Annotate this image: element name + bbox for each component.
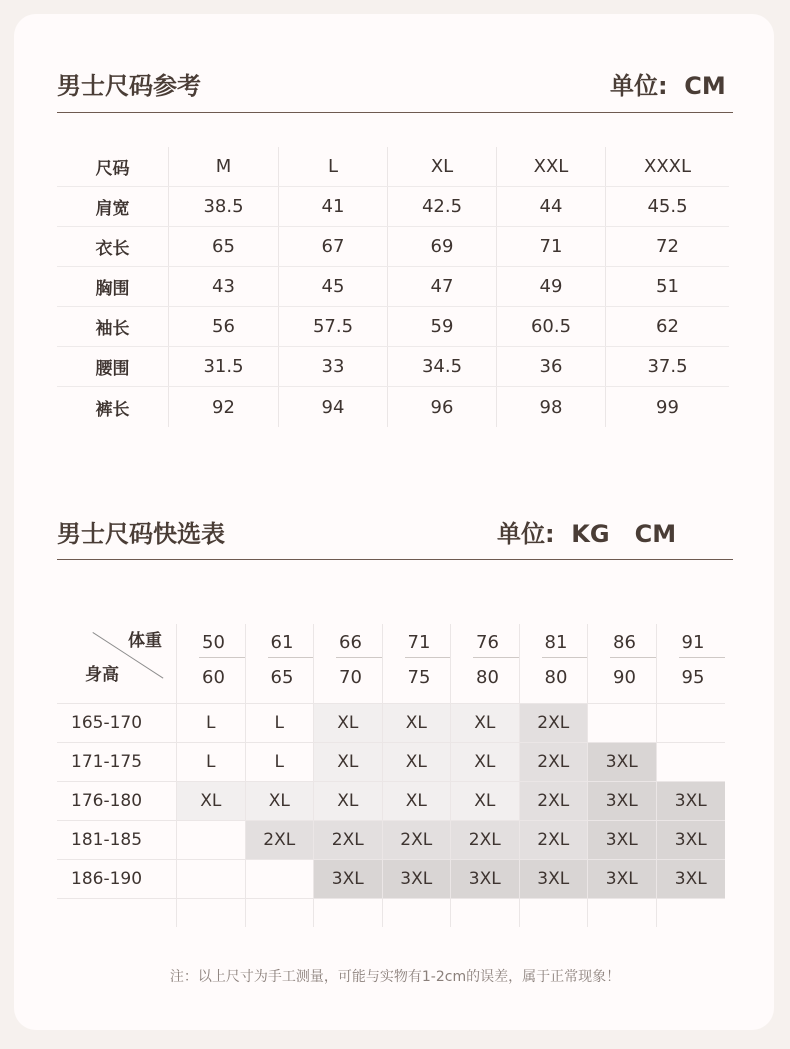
header-separator <box>405 657 451 658</box>
header-separator <box>610 657 656 658</box>
recommended-size-cell: XL <box>383 704 452 742</box>
measurement-value: 45 <box>279 267 388 306</box>
quick-size-table <box>57 624 725 927</box>
measurement-label: 肩宽 <box>57 187 169 226</box>
recommended-size-cell: XL <box>314 782 383 820</box>
measurement-value: 49 <box>497 267 606 306</box>
measurement-value: 99 <box>656 396 679 418</box>
height-row <box>57 743 725 782</box>
measurement-row <box>57 307 729 347</box>
empty-cell <box>314 899 383 927</box>
measurement-value: 47 <box>388 267 497 306</box>
size-reference-table <box>57 147 729 427</box>
measurement-value: 31.5 <box>169 347 279 386</box>
weight-height-header <box>588 624 657 703</box>
recommended-size-cell: XL <box>314 704 383 742</box>
measurement-label: 衣长 <box>57 227 169 266</box>
measurement-value: 57.5 <box>279 307 388 346</box>
recommended-size-cell: 2XL <box>520 704 589 742</box>
weight-value: 76 <box>476 632 499 653</box>
measurement-value: 92 <box>169 387 279 427</box>
empty-cell <box>383 899 452 927</box>
measurement-value: 33 <box>279 347 388 386</box>
empty-cell <box>588 899 657 927</box>
recommended-size-cell: 3XL <box>588 743 657 781</box>
recommended-size-cell: 3XL <box>657 782 726 820</box>
recommended-size-cell <box>657 743 726 781</box>
recommended-size-cell: 2XL <box>520 782 589 820</box>
height-value: 75 <box>407 667 431 688</box>
measurement-row <box>57 387 729 427</box>
height-value: 65 <box>270 667 294 688</box>
height-value: 90 <box>613 667 636 688</box>
recommended-size-cell <box>246 860 315 898</box>
measurement-label: 裤长 <box>57 387 169 427</box>
measurement-value: 62 <box>656 316 679 337</box>
recommended-size-cell: XL <box>383 782 452 820</box>
measurement-value: 44 <box>497 187 606 226</box>
recommended-size-cell: 3XL <box>520 860 589 898</box>
recommended-size-cell: XL <box>451 782 520 820</box>
weight-height-header <box>451 624 520 703</box>
height-value: 80 <box>476 667 499 688</box>
height-row <box>57 704 725 743</box>
weight-value: 81 <box>544 632 568 653</box>
size-reference-unit: 单位: CM <box>610 72 726 100</box>
quick-size-header-row <box>57 624 725 704</box>
height-value: 80 <box>544 667 568 688</box>
height-row <box>57 860 725 899</box>
recommended-size-cell: XL <box>314 743 383 781</box>
measurement-label: 腰围 <box>57 347 169 386</box>
measurement-value: 38.5 <box>169 187 279 226</box>
height-row <box>57 782 725 821</box>
empty-cell <box>177 899 246 927</box>
height-header: 身高 <box>85 665 119 685</box>
recommended-size-cell: 2XL <box>520 743 589 781</box>
header-separator <box>679 657 726 658</box>
recommended-size-cell <box>177 821 246 859</box>
recommended-size-cell: 3XL <box>383 860 452 898</box>
recommended-size-cell: XL <box>177 782 246 820</box>
recommended-size-cell: L <box>246 704 315 742</box>
measurement-value: 65 <box>169 227 279 266</box>
recommended-size-cell: XL <box>451 743 520 781</box>
measurement-value: 69 <box>388 227 497 266</box>
quick-size-unit: 单位: KG CM <box>497 520 677 548</box>
recommended-size-cell: XL <box>246 782 315 820</box>
measurement-value: 98 <box>497 387 606 427</box>
measurement-value: 71 <box>497 227 606 266</box>
quick-size-title: 男士尺码快选表 <box>57 520 225 548</box>
weight-header: 体重 <box>128 631 162 651</box>
recommended-size-cell: XL <box>383 743 452 781</box>
recommended-size-cell: 3XL <box>657 860 726 898</box>
weight-height-header <box>246 624 315 703</box>
recommended-size-cell: L <box>177 704 246 742</box>
weight-height-header <box>383 624 452 703</box>
height-value: 95 <box>681 667 705 688</box>
size-column-header: XXXL <box>643 156 692 177</box>
height-range-label: 176-180 <box>57 782 177 820</box>
measurement-label: 胸围 <box>57 267 169 306</box>
empty-cell <box>57 899 177 927</box>
size-reference-title: 男士尺码参考 <box>57 72 201 100</box>
size-column-header: XXL <box>497 147 606 186</box>
header-separator <box>268 657 314 658</box>
measurement-value: 72 <box>656 236 679 257</box>
measurement-value: 67 <box>279 227 388 266</box>
size-column-header: M <box>169 147 279 186</box>
weight-height-header <box>314 624 383 703</box>
measurement-label: 袖长 <box>57 307 169 346</box>
empty-cell <box>246 899 315 927</box>
measurement-row <box>57 187 729 227</box>
recommended-size-cell: L <box>177 743 246 781</box>
measurement-note: 注：以上尺寸为手工测量，可能与实物有1-2cm的误差，属于正常现象！ <box>169 969 621 985</box>
recommended-size-cell: 2XL <box>246 821 315 859</box>
weight-value: 50 <box>202 632 225 653</box>
measurement-value: 42.5 <box>388 187 497 226</box>
recommended-size-cell: 3XL <box>314 860 383 898</box>
section-divider <box>57 112 733 113</box>
recommended-size-cell: 3XL <box>588 860 657 898</box>
recommended-size-cell: 2XL <box>520 821 589 859</box>
size-column-header: L <box>279 147 388 186</box>
weight-value: 61 <box>270 632 294 653</box>
height-range-label: 165-170 <box>57 704 177 742</box>
table-footer-row <box>57 899 725 927</box>
recommended-size-cell: L <box>246 743 315 781</box>
empty-cell <box>657 899 726 927</box>
weight-value: 66 <box>339 632 362 653</box>
measurement-row <box>57 227 729 267</box>
weight-height-header <box>177 624 246 703</box>
header-separator <box>542 657 588 658</box>
recommended-size-cell: 3XL <box>588 821 657 859</box>
measurement-value: 45.5 <box>647 196 688 217</box>
size-column-header: 尺码 <box>57 147 169 186</box>
recommended-size-cell: 2XL <box>314 821 383 859</box>
recommended-size-cell: 2XL <box>451 821 520 859</box>
measurement-value: 43 <box>169 267 279 306</box>
measurement-row <box>57 267 729 307</box>
recommended-size-cell: 2XL <box>383 821 452 859</box>
header-separator <box>473 657 519 658</box>
measurement-row <box>57 347 729 387</box>
weight-height-header <box>657 624 726 703</box>
measurement-value: 41 <box>279 187 388 226</box>
table-corner-cell <box>57 624 177 703</box>
size-header-row <box>57 147 729 187</box>
size-column-header: XL <box>388 147 497 186</box>
height-range-label: 181-185 <box>57 821 177 859</box>
section-divider <box>57 559 733 560</box>
measurement-value: 96 <box>388 387 497 427</box>
measurement-value: 37.5 <box>647 356 688 377</box>
height-range-label: 186-190 <box>57 860 177 898</box>
measurement-value: 34.5 <box>388 347 497 386</box>
recommended-size-cell <box>588 704 657 742</box>
recommended-size-cell: 3XL <box>588 782 657 820</box>
recommended-size-cell <box>657 704 726 742</box>
weight-value: 86 <box>613 632 636 653</box>
measurement-value: 60.5 <box>497 307 606 346</box>
header-separator <box>336 657 382 658</box>
recommended-size-cell: XL <box>451 704 520 742</box>
measurement-value: 56 <box>169 307 279 346</box>
recommended-size-cell: 3XL <box>657 821 726 859</box>
height-range-label: 171-175 <box>57 743 177 781</box>
height-row <box>57 821 725 860</box>
recommended-size-cell: 3XL <box>451 860 520 898</box>
empty-cell <box>520 899 589 927</box>
weight-value: 91 <box>681 632 705 653</box>
recommended-size-cell <box>177 860 246 898</box>
header-separator <box>199 657 245 658</box>
measurement-value: 51 <box>656 276 679 297</box>
measurement-value: 94 <box>279 387 388 427</box>
weight-height-header <box>520 624 589 703</box>
measurement-value: 36 <box>497 347 606 386</box>
measurement-value: 59 <box>388 307 497 346</box>
height-value: 70 <box>339 667 362 688</box>
weight-value: 71 <box>407 632 431 653</box>
height-value: 60 <box>202 667 225 688</box>
empty-cell <box>451 899 520 927</box>
